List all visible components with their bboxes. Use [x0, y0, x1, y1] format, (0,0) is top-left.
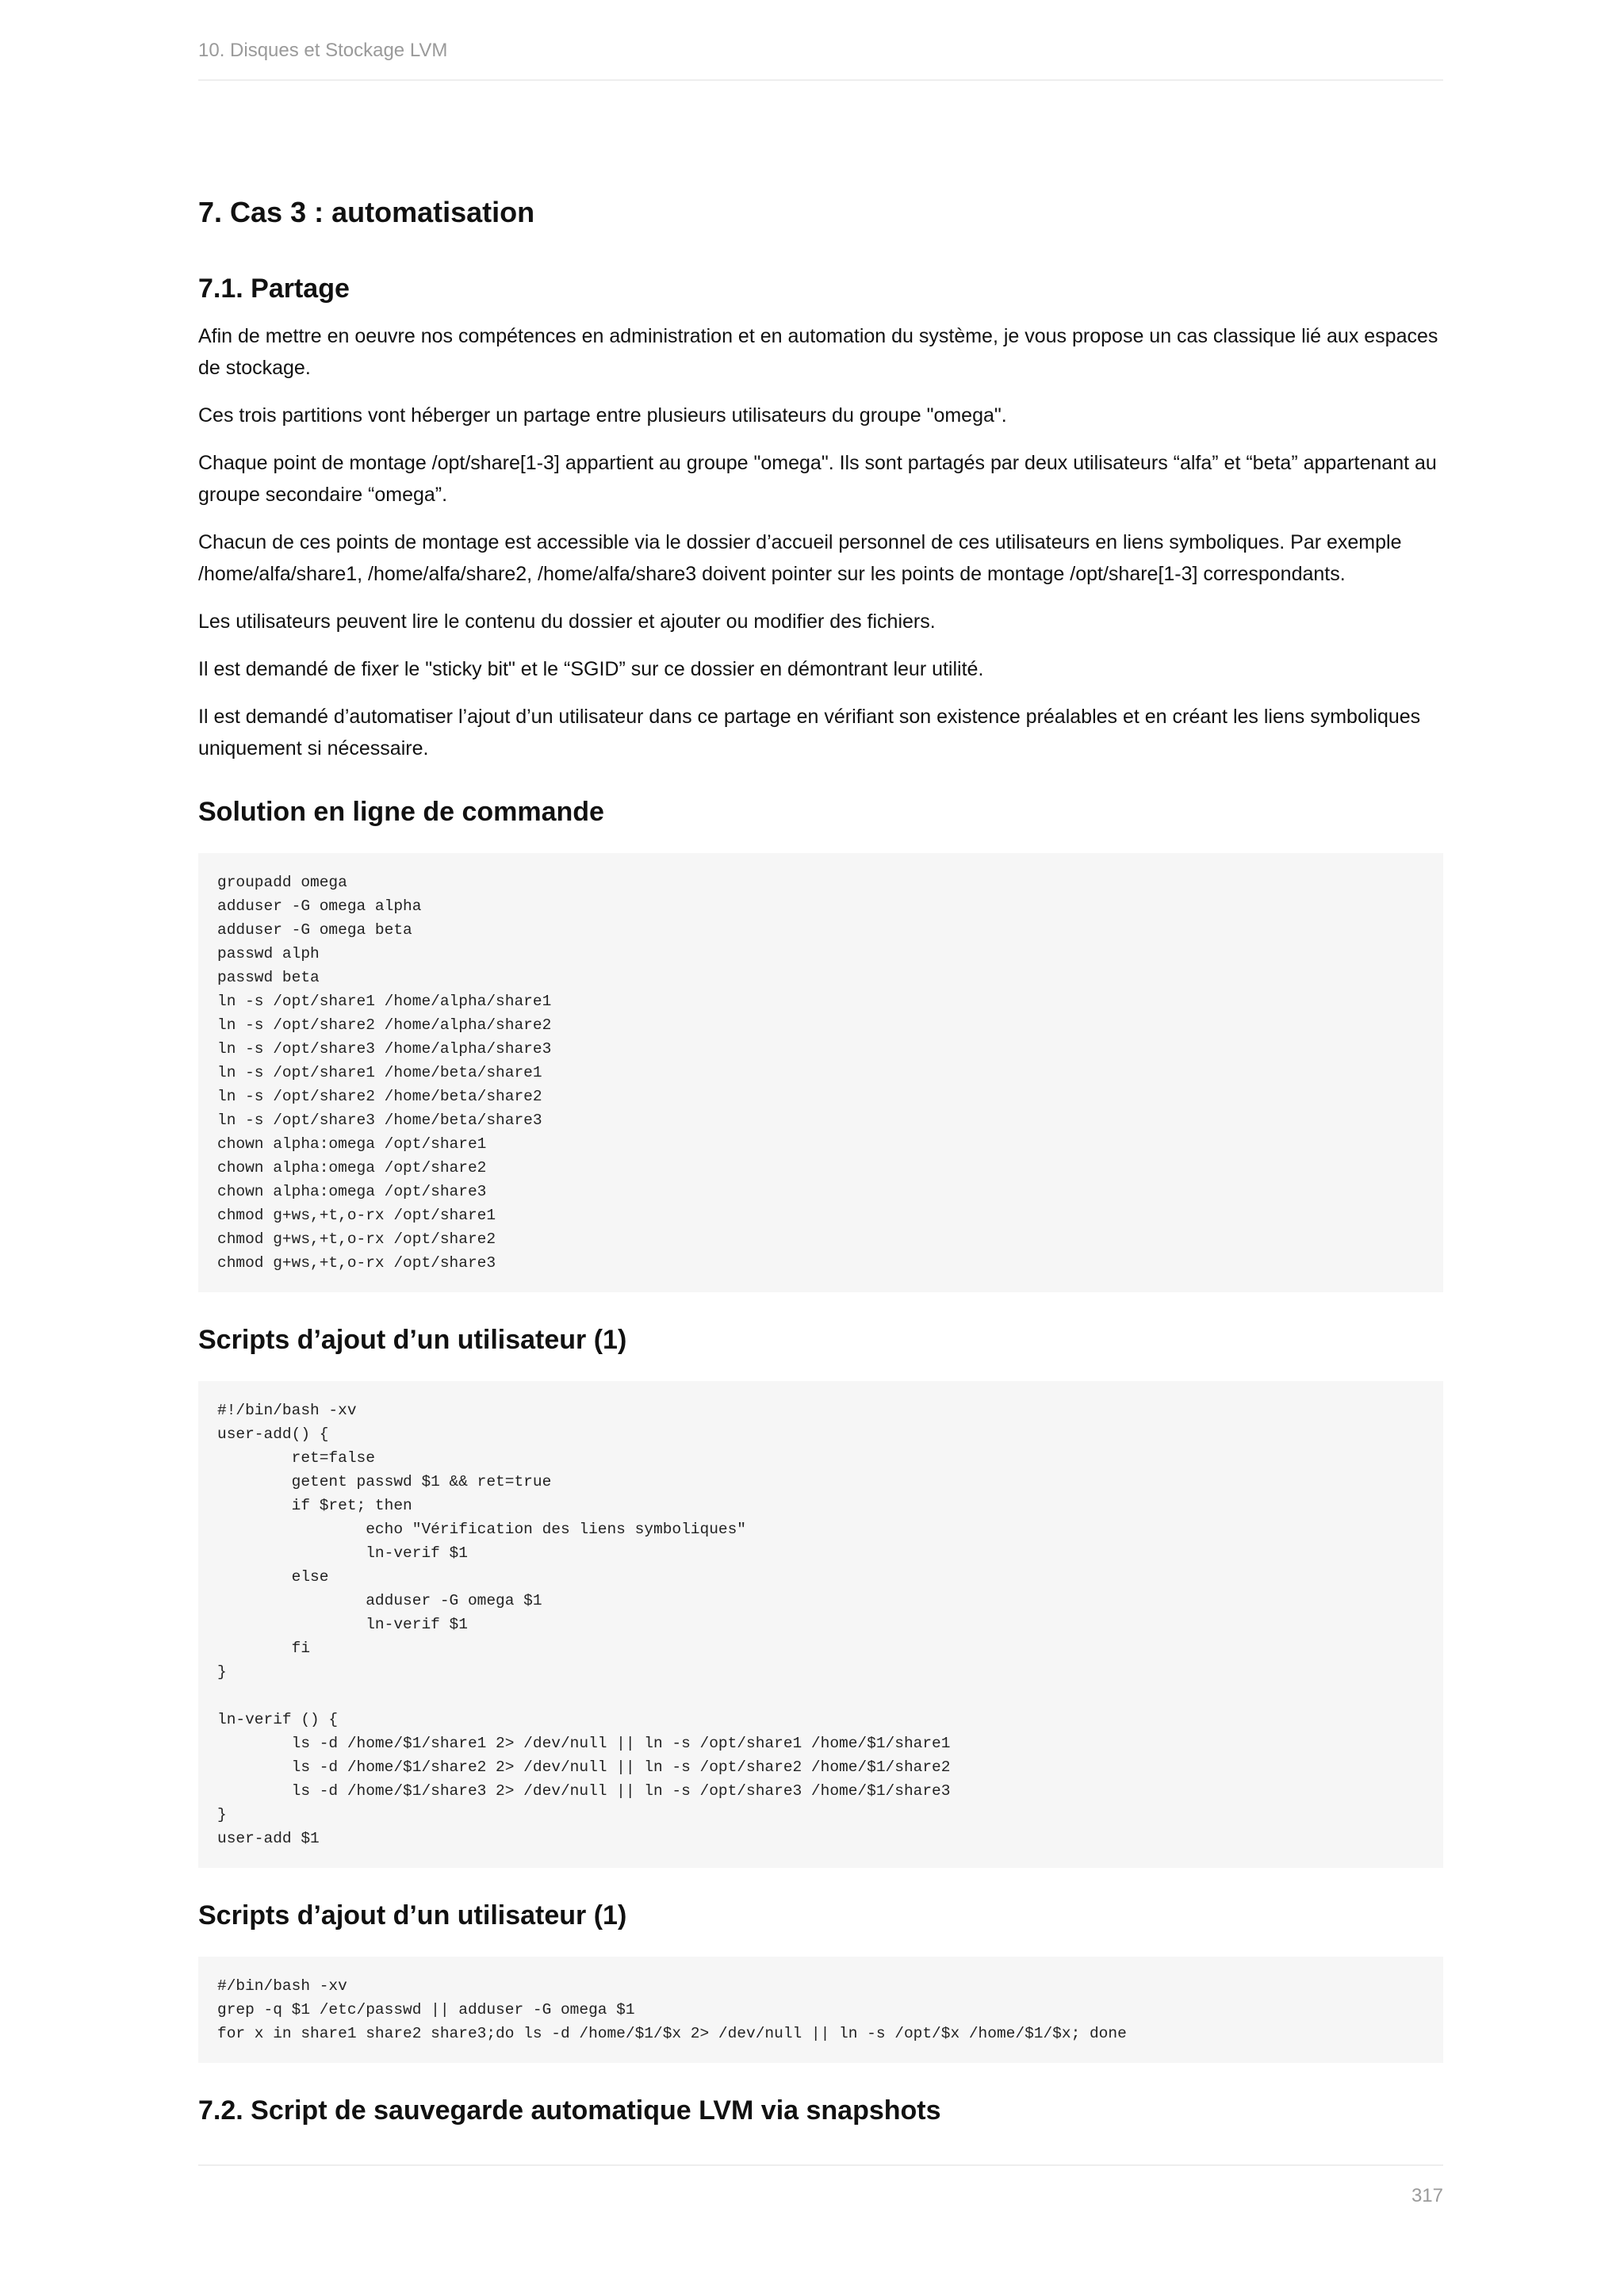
- code-block-add-user-script: [198, 1381, 1443, 1868]
- block-heading-cli-solution: Solution en ligne de commande: [198, 797, 604, 827]
- paragraph: Il est demandé d’automatiser l’ajout d’un utilisateur dans ce partage en vérifiant son existence préalables et en créant les liens symboliques uniquement si nécessaire.: [198, 706, 1421, 760]
- paragraph: Ces trois partitions vont héberger un partage entre plusieurs utilisateurs du groupe "omega".: [198, 404, 1007, 427]
- paragraph: Afin de mettre en oeuvre nos compétences en administration et en automation du système, je vous propose un cas classique lié aux espaces de stockage.: [198, 325, 1438, 379]
- code-block-cli-solution: [198, 853, 1443, 1292]
- block-heading-add-user-script: Scripts d’ajout d’un utilisateur (1): [198, 1325, 627, 1355]
- paragraph: Les utilisateurs peuvent lire le contenu du dossier et ajouter ou modifier des fichiers.: [198, 610, 936, 633]
- page-header: [198, 36, 1443, 81]
- next-subsection-title: 7.2. Script de sauvegarde automatique LVM via snapshots: [198, 2095, 941, 2126]
- section-title: 7. Cas 3 : automatisation: [198, 196, 535, 228]
- paragraph: Chaque point de montage /opt/share[1-3] appartient au groupe "omega". Ils sont partagés par deux utilisateurs “alfa” et “beta” appartenant au groupe secondaire “omega”.: [198, 452, 1437, 506]
- code-text: groupadd omega adduser -G omega alpha adduser -G omega beta passwd alph passwd beta ln -s /opt/share1 /home/alpha/share1 ln -s /opt/share2 /home/alpha/share2 ln -s /opt/share3 /home/alpha/share3 ln -s /opt/share1 /home/beta/share1 ln -s /opt/share2 /home/beta/share2 ln -s /opt/share3 /home/beta/share3 chown alpha:omega /opt/share1 chown alpha:omega /opt/share2 chown alpha:omega /opt/share3 chmod g+ws,+t,o-rx /opt/share1 chmod g+ws,+t,o-rx /opt/share2 chmod g+ws,+t,o-rx /opt/share3: [217, 874, 552, 1272]
- chapter-title: 10. Disques et Stockage LVM: [198, 40, 448, 61]
- paragraph: Chacun de ces points de montage est accessible via le dossier d’accueil personnel de ces utilisateurs en liens symboliques. Par exemple /home/alfa/share1, /home/alfa/share2, /home/alfa/share3 doivent pointer sur les points de montage /opt/share[1-3] correspondants.: [198, 531, 1402, 585]
- subsection-title: 7.1. Partage: [198, 274, 350, 304]
- page-number: 317: [1411, 2185, 1443, 2206]
- code-text: #/bin/bash -xv grep -q $1 /etc/passwd || adduser -G omega $1 for x in share1 share2 share3;do ls -d /home/$1/$x 2> /dev/null || ln -s /opt/$x /home/$1/$x; done: [217, 1977, 1127, 2042]
- paragraph: Il est demandé de fixer le "sticky bit" et le “SGID” sur ce dossier en démontrant leur utilité.: [198, 658, 984, 680]
- page-footer: [198, 2164, 1443, 2207]
- page-content: [198, 189, 1443, 2152]
- block-heading-add-user-script-short: Scripts d’ajout d’un utilisateur (1): [198, 1900, 627, 1931]
- code-text: #!/bin/bash -xv user-add() { ret=false getent passwd $1 && ret=true if $ret; then echo "Vérification des liens symboliques" ln-verif $1 else adduser -G omega $1 ln-verif $1 fi } ln-verif () { ls -d /home/$1/share1 2> /dev/null || ln -s /opt/share1 /home/$1/share1 ls -d /home/$1/share2 2> /dev/null || ln -s /opt/share2 /home/$1/share2 ls -d /home/$1/share3 2> /dev/null || ln -s /opt/share3 /home/$1/share3 } user-add $1: [217, 1402, 951, 1847]
- code-block-add-user-script-short: [198, 1957, 1443, 2063]
